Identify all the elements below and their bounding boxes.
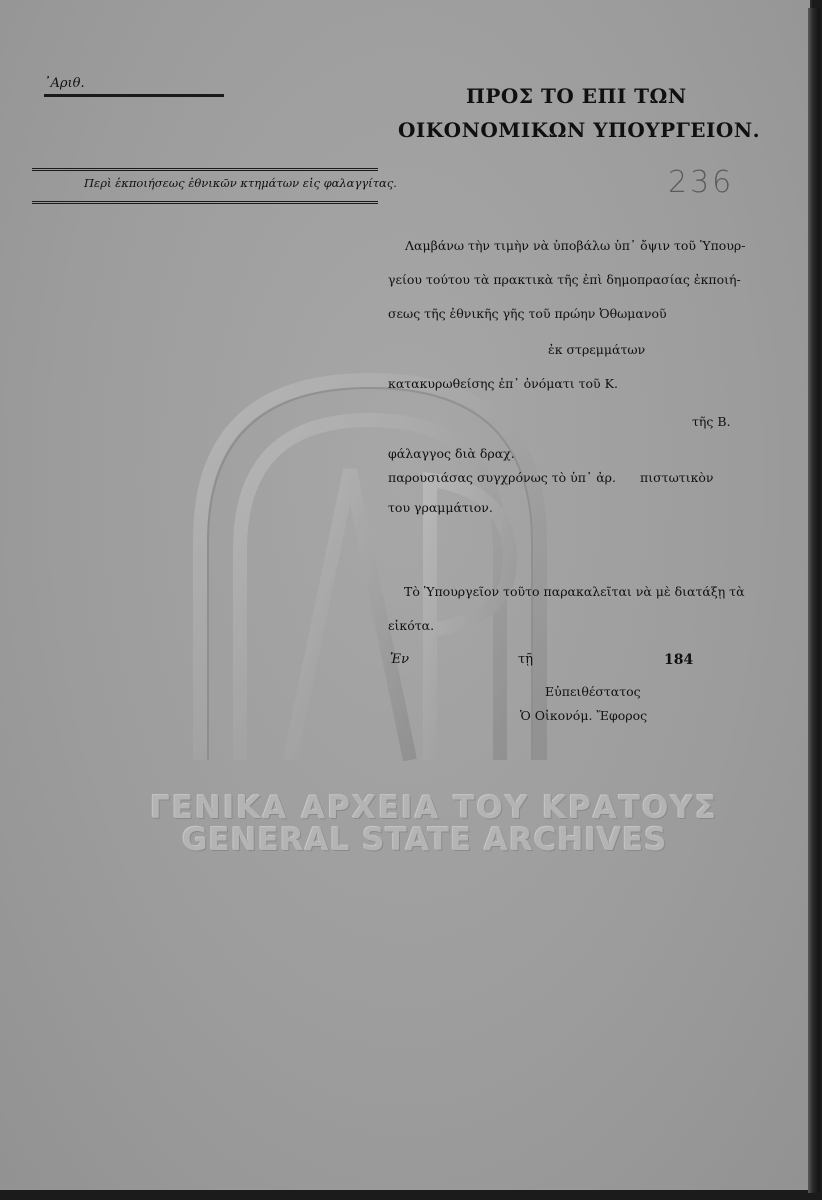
body-line-10: Τὸ Ὑπουργεῖον τοῦτο παρακαλεῖται νὰ μὲ διατάξῃ τὰ — [404, 584, 745, 599]
body-line-6: τῆς Β. — [692, 414, 731, 429]
body-line-3: σεως τῆς ἐθνικῆς γῆς τοῦ πρώην Ὀθωμανοῦ — [388, 306, 667, 321]
number-label: ᾿Αριθ. — [44, 76, 85, 91]
recipient-heading-line1: ΠΡΟΣ ΤΟ ΕΠΙ ΤΩΝ — [466, 84, 687, 108]
subject-line: Περὶ ἐκποιήσεως ἐθνικῶν κτημάτων εἰς φαλαγγίτας. — [84, 176, 397, 190]
page-edge-shadow — [808, 8, 820, 1193]
handwritten-number: 236 — [668, 165, 735, 200]
signatory-title: Ὁ Οἰκονόμ. Ἔφορος — [520, 708, 648, 723]
body-line-8a: παρουσιάσας συγχρόνως τὸ ὑπ᾿ ἀρ. — [388, 470, 616, 485]
date-label: τῇ — [518, 652, 533, 667]
watermark-greek: ΓΕΝΙΚΑ ΑΡΧΕΙΑ ΤΟΥ ΚΡΑΤΟΥΣ — [150, 790, 718, 826]
body-line-4: ἐκ στρεμμάτων — [548, 342, 646, 357]
body-line-8b: πιστωτικὸν — [640, 470, 714, 485]
body-line-5: κατακυρωθείσης ἐπ᾿ ὀνόματι τοῦ Κ. — [388, 376, 618, 391]
number-underline — [44, 94, 224, 97]
body-line-11: εἰκότα. — [388, 618, 435, 633]
year-label: 184 — [664, 652, 694, 668]
recipient-heading-line2: ΟΙΚΟΝΟΜΙΚΩΝ ΥΠΟΥΡΓΕΙΟΝ. — [398, 118, 761, 142]
salutation: Εὐπειθέστατος — [545, 684, 641, 699]
place-label: Ἐν — [390, 652, 409, 667]
body-line-1: Λαμβάνω τὴν τιμὴν νὰ ὑποβάλω ὑπ᾿ ὄψιν τοῦ Ὑπουρ- — [405, 238, 746, 253]
watermark-english: GENERAL STATE ARCHIVES — [182, 822, 668, 858]
body-line-9: του γραμμάτιον. — [388, 500, 493, 515]
body-line-2: γείου τούτου τὰ πρακτικὰ τῆς ἐπὶ δημοπρασίας ἐκποιή- — [388, 272, 741, 287]
body-line-7: φάλαγγος διὰ δραχ. — [388, 446, 515, 461]
